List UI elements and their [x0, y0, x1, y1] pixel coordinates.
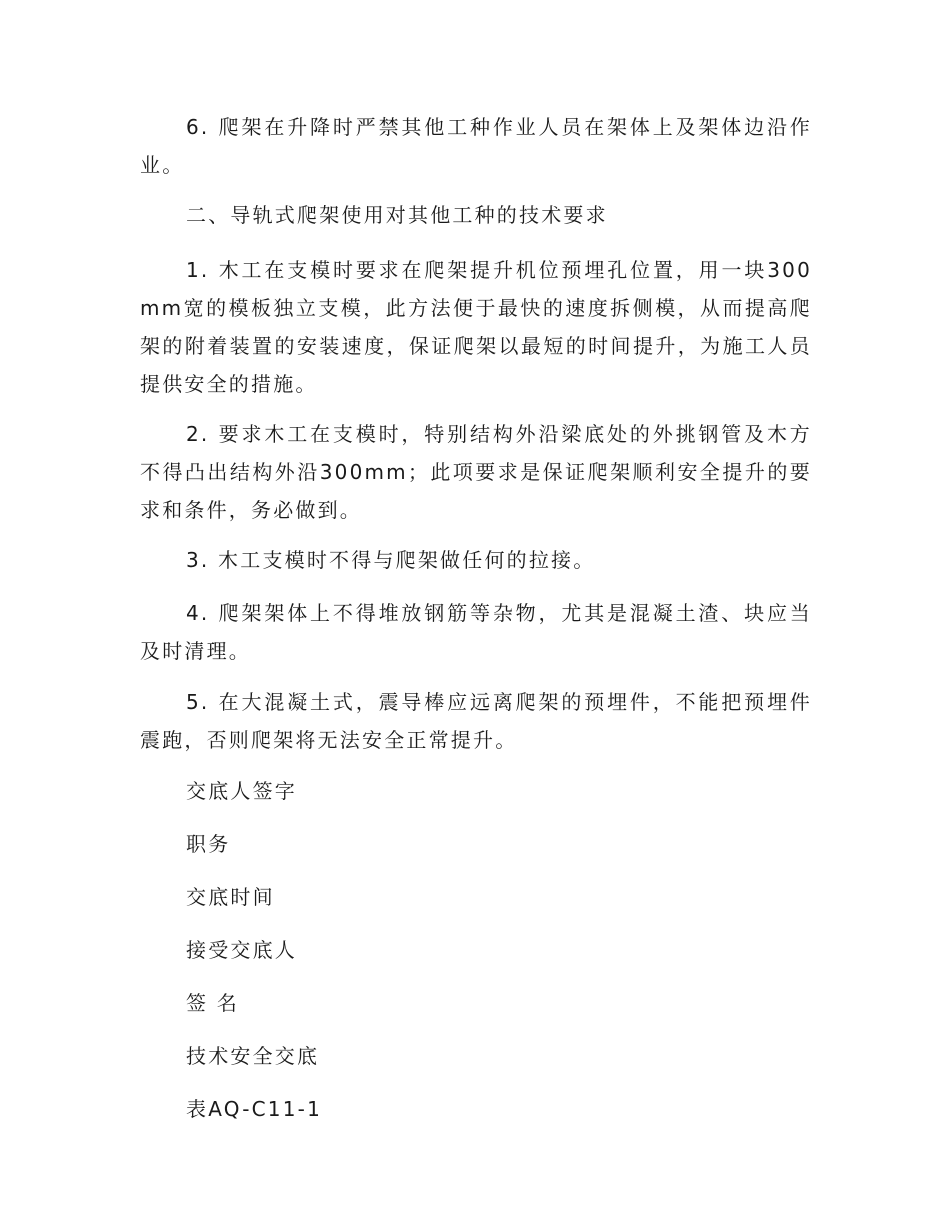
position-label: 职务	[186, 832, 231, 856]
briefer-signature-label: 交底人签字	[186, 779, 297, 803]
recipient-label: 接受交底人	[186, 938, 297, 962]
paragraph-item-3: 3. 木工支模时不得与爬架做任何的拉接。	[186, 548, 596, 572]
signature-label: 签 名	[186, 991, 239, 1015]
briefing-time-label: 交底时间	[186, 885, 275, 909]
paragraph-item-4: 4. 爬架架体上不得堆放钢筋等杂物，尤其是混凝土渣、块应当及时清理。	[140, 601, 812, 663]
paragraph-item-5: 5. 在大混凝土式，震导棒应远离爬架的预埋件，不能把预埋件震跑，否则爬架将无法安全正常提升。	[140, 690, 812, 752]
paragraph-item-2: 2. 要求木工在支模时，特别结构外沿梁底处的外挑钢管及木方不得凸出结构外沿300mm；此项要求是保证爬架顺利安全提升的要求和条件，务必做到。	[140, 422, 812, 522]
section-heading-2: 二、导轨式爬架使用对其他工种的技术要求	[186, 203, 608, 227]
form-title: 技术安全交底	[186, 1044, 320, 1068]
paragraph-item-1: 1. 木工在支模时要求在爬架提升机位预埋孔位置，用一块300mm宽的模板独立支模，此方法便于最快的速度拆侧模，从而提高爬架的附着装置的安装速度，保证爬架以最短的时间提升，为施工人员提供安全的措施。	[140, 258, 812, 396]
paragraph-item-6: 6. 爬架在升降时严禁其他工种作业人员在架体上及架体边沿作业。	[140, 115, 812, 177]
form-number: 表AQ-C11-1	[186, 1097, 323, 1121]
